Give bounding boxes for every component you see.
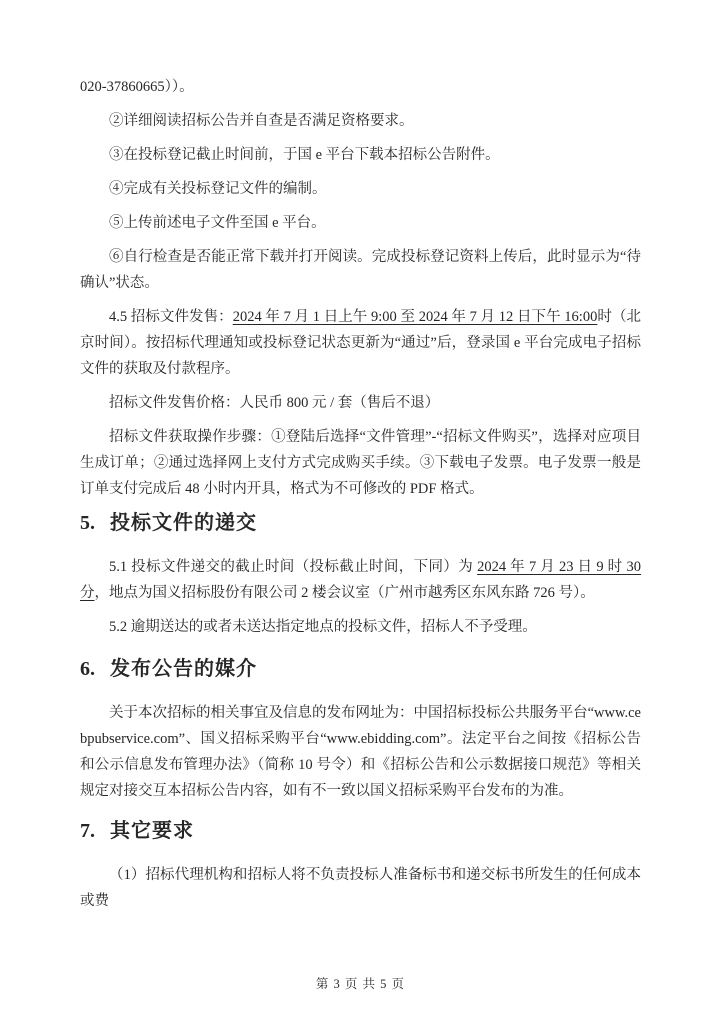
- section-5-number: 5.: [80, 512, 95, 534]
- registration-step-2: ②详细阅读招标公告并自查是否满足资格要求。: [109, 113, 414, 129]
- section-6-title: 发布公告的媒介: [110, 658, 257, 680]
- section-5-heading: [80, 510, 641, 536]
- purchase-steps-paragraph: 招标文件获取操作步骤：①登陆后选择“文件管理”-“招标文件购买”，选择对应项目生成订单；②通过选择网上支付方式完成购买手续。③下载电子发票。电子发票一般是订单支付完成后 48 小时内开具，格式为不可修改的 PDF 格式。: [80, 429, 641, 497]
- registration-step-6: ⑥自行检查是否能正常下载并打开阅读。完成投标登记资料上传后，此时显示为“待确认”状态。: [80, 249, 641, 291]
- section-7-title: 其它要求: [110, 820, 194, 842]
- section-5-title: 投标文件的递交: [110, 512, 257, 534]
- paragraph-5-1-submission-deadline: [80, 554, 641, 606]
- deadline-prefix: 5.1 投标文件递交的截止时间（投标截止时间，下同）为: [109, 559, 478, 575]
- continuation-line: 020-37860665））。: [80, 79, 194, 95]
- section-6-heading: [80, 656, 641, 682]
- sale-period-suffix: 时（北京时间）。按招标代理通知或投标登记状态更新为“通过”后，登录国 e 平台完成电子招标文件的获取及付款程序。: [80, 309, 642, 377]
- paragraph-5-2-late-submission: 5.2 逾期送达的或者未送达指定地点的投标文件，招标人不予受理。: [109, 619, 537, 635]
- sale-period-prefix: 4.5 招标文件发售：: [109, 309, 233, 325]
- document-price-line: 招标文件发售价格：人民币 800 元 / 套（售后不退）: [109, 395, 440, 411]
- paragraph-4-5-document-sale: [80, 304, 641, 382]
- section-6-number: 6.: [80, 658, 95, 680]
- paragraph-7-1-costs: （1）招标代理机构和招标人将不负责投标人准备标书和递交标书所发生的任何成本或费: [80, 867, 641, 909]
- registration-step-5: ⑤上传前述电子文件至国 e 平台。: [109, 215, 326, 231]
- deadline-underline: 2024 年 7 月 23 日 9 时 30 分: [80, 559, 642, 601]
- registration-step-3: ③在投标登记截止时间前，于国 e 平台下载本招标公告附件。: [109, 147, 500, 163]
- paragraph-6-media: 关于本次招标的相关事宜及信息的发布网址为：中国招标投标公共服务平台“www.cebpubservice.com”、国义招标采购平台“www.ebidding.com”。法定平台之间按《招标公告和公示信息发布管理办法》（简称 10 号令）和《招标公告和公示数据接口规范》等相关规定对接交互本招标公告内容，如有不一致以国义招标采购平台发布的为准。: [80, 705, 641, 799]
- deadline-suffix: ，地点为国义招标股份有限公司 2 楼会议室（广州市越秀区东风东路 726 号）。: [94, 585, 595, 601]
- sale-period-underline: 2024 年 7 月 1 日上午 9:00 至 2024 年 7 月 12 日下午 16:00: [232, 309, 598, 325]
- document-content: [80, 74, 641, 922]
- page-footer: 第 3 页 共 5 页: [315, 977, 406, 991]
- registration-step-4: ④完成有关投标登记文件的编制。: [109, 181, 327, 197]
- section-7-heading: [80, 818, 641, 844]
- section-7-number: 7.: [80, 820, 95, 842]
